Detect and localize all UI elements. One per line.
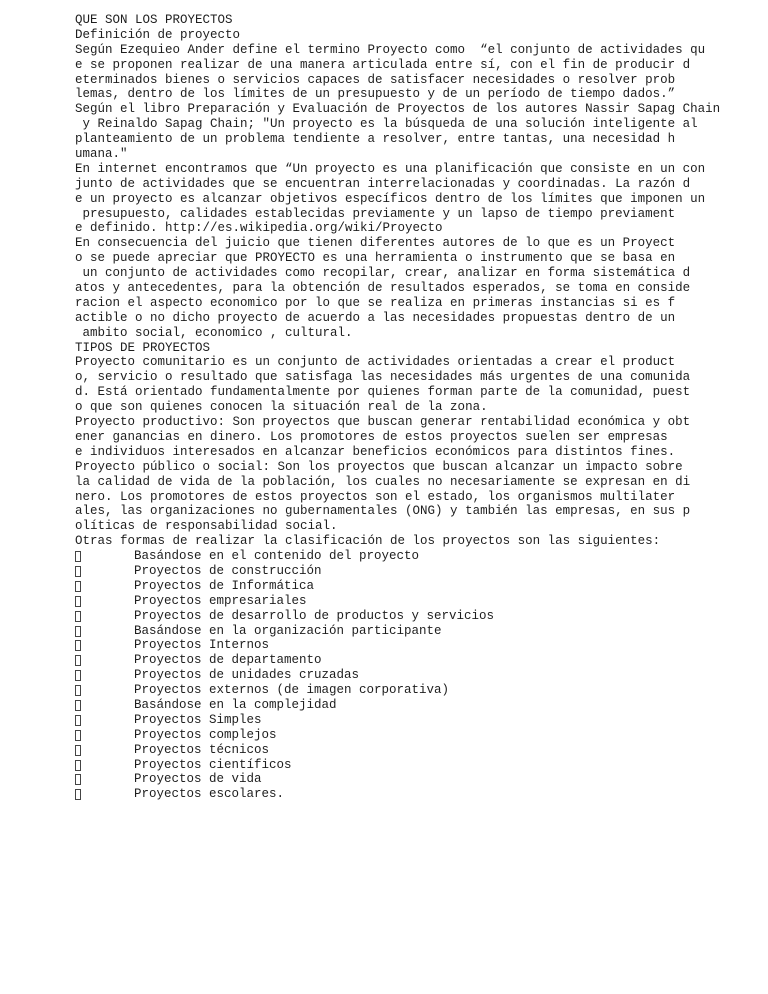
list-item-text: Proyectos de unidades cruzadas xyxy=(134,668,360,683)
text-line: Proyecto comunitario es un conjunto de actividades orientadas a crear el product xyxy=(75,355,676,370)
list-item-text: Proyectos de construcción xyxy=(134,563,322,578)
text-line: Proyecto público o social: Son los proyectos que buscan alcanzar un impacto sobre xyxy=(75,459,683,474)
list-item xyxy=(75,594,735,609)
bullet-box-icon xyxy=(75,670,81,681)
document-page xyxy=(75,13,735,802)
text-line: En consecuencia del juicio que tienen diferentes autores de lo que es un Proyect xyxy=(75,236,676,251)
bullet-box-icon xyxy=(75,774,81,785)
list-item xyxy=(75,638,735,653)
text-line: QUE SON LOS PROYECTOS xyxy=(75,13,233,27)
list-item-text: Proyectos de desarrollo de productos y servicios xyxy=(134,608,495,623)
bullet-box-icon xyxy=(75,745,81,756)
bullet-box-icon xyxy=(75,581,81,592)
list-item-text: Basándose en el contenido del proyecto xyxy=(134,549,420,564)
bullet-box-icon xyxy=(75,626,81,637)
list-item-text: Proyectos escolares. xyxy=(134,787,285,802)
text-line: o se puede apreciar que PROYECTO es una herramienta o instrumento que se basa en xyxy=(75,251,676,266)
text-line: ener ganancias en dinero. Los promotores de estos proyectos suelen ser empresas xyxy=(75,429,668,444)
text-line: eterminados bienes o servicios capaces de satisfacer necesidades o resolver prob xyxy=(75,72,676,87)
list-item xyxy=(75,683,735,698)
list-item-text: Proyectos de vida xyxy=(134,772,262,787)
text-line: e definido. http://es.wikipedia.org/wiki/Proyecto xyxy=(75,221,443,236)
text-line: Definición de proyecto xyxy=(75,27,241,42)
list-item-text: Basándose en la complejidad xyxy=(134,697,337,712)
list-item xyxy=(75,713,735,728)
bullet-box-icon xyxy=(75,789,81,800)
list-item xyxy=(75,787,735,802)
list-item-text: Proyectos Internos xyxy=(134,638,270,653)
list-item-text: Proyectos empresariales xyxy=(134,593,307,608)
bullet-box-icon xyxy=(75,551,81,562)
text-line: junto de actividades que se encuentran interrelacionadas y coordinadas. La razón d xyxy=(75,176,691,191)
text-line: la calidad de vida de la población, los cuales no necesariamente se expresan en di xyxy=(75,474,691,489)
text-line: e un proyecto es alcanzar objetivos específicos dentro de los límites que imponen un xyxy=(75,191,706,206)
list-item xyxy=(75,549,735,564)
text-line: d. Está orientado fundamentalmente por quienes forman parte de la comunidad, puest xyxy=(75,385,691,400)
list-item xyxy=(75,758,735,773)
list-item xyxy=(75,609,735,624)
list-item xyxy=(75,653,735,668)
text-line: presupuesto, calidades establecidas previamente y un lapso de tiempo previament xyxy=(75,206,676,221)
list-item xyxy=(75,728,735,743)
list-item xyxy=(75,579,735,594)
text-line: ambito social, economico , cultural. xyxy=(75,325,353,340)
text-line: un conjunto de actividades como recopilar, crear, analizar en forma sistemática d xyxy=(75,266,691,281)
list-item-text: Proyectos externos (de imagen corporativa) xyxy=(134,683,450,698)
list-item xyxy=(75,564,735,579)
list-item-text: Proyectos técnicos xyxy=(134,742,270,757)
list-item-text: Proyectos científicos xyxy=(134,757,292,772)
list-item xyxy=(75,668,735,683)
list-item-text: Proyectos Simples xyxy=(134,712,262,727)
text-line: Proyecto productivo: Son proyectos que buscan generar rentabilidad económica y obt xyxy=(75,415,691,430)
text-line: Según el libro Preparación y Evaluación de Proyectos de los autores Nassir Sapag Chain xyxy=(75,102,721,117)
list-item-text: Proyectos complejos xyxy=(134,727,277,742)
bullet-box-icon xyxy=(75,715,81,726)
text-line: actible o no dicho proyecto de acuerdo a las necesidades propuestas dentro de un xyxy=(75,310,676,325)
text-line: o, servicio o resultado que satisfaga las necesidades más urgentes de una comunida xyxy=(75,370,691,385)
text-line: e individuos interesados en alcanzar beneficios económicos para distintos fines. xyxy=(75,444,676,459)
bullet-box-icon xyxy=(75,655,81,666)
list-item-text: Basándose en la organización participante xyxy=(134,623,442,638)
bullet-box-icon xyxy=(75,596,81,607)
bullet-box-icon xyxy=(75,700,81,711)
text-line: planteamiento de un problema tendiente a resolver, entre tantas, una necesidad h xyxy=(75,132,676,147)
list-item xyxy=(75,624,735,639)
list-item-text: Proyectos de departamento xyxy=(134,653,322,668)
text-line: ales, las organizaciones no gubernamentales (ONG) y también las empresas, en sus p xyxy=(75,504,691,519)
list-item xyxy=(75,698,735,713)
list-item xyxy=(75,743,735,758)
text-line: e se proponen realizar de una manera articulada entre sí, con el fin de producir d xyxy=(75,57,691,72)
text-line: o que son quienes conocen la situación real de la zona. xyxy=(75,400,488,415)
text-line: atos y antecedentes, para la obtención de resultados esperados, se toma en conside xyxy=(75,281,691,296)
text-line: Otras formas de realizar la clasificación de los proyectos son las siguientes: xyxy=(75,534,661,549)
bullet-box-icon xyxy=(75,730,81,741)
text-line: Según Ezequieo Ander define el termino Proyecto como “el conjunto de actividades qu xyxy=(75,42,706,57)
text-line: lemas, dentro de los límites de un presupuesto y de un período de tiempo dados.” xyxy=(75,87,676,102)
text-line: nero. Los promotores de estos proyectos son el estado, los organismos multilater xyxy=(75,489,676,504)
section-heading: TIPOS DE PROYECTOS xyxy=(75,340,211,355)
text-line: En internet encontramos que “Un proyecto es una planificación que consiste en un con xyxy=(75,161,706,176)
body-text xyxy=(75,13,735,549)
text-line: y Reinaldo Sapag Chain; "Un proyecto es la búsqueda de una solución inteligente al xyxy=(75,117,698,132)
text-line: olíticas de responsabilidad social. xyxy=(75,519,338,534)
bullet-box-icon xyxy=(75,685,81,696)
list-item xyxy=(75,772,735,787)
text-line: umana." xyxy=(75,147,128,162)
bullet-box-icon xyxy=(75,566,81,577)
bullet-box-icon xyxy=(75,760,81,771)
bullet-box-icon xyxy=(75,611,81,622)
text-line: racion el aspecto economico por lo que se realiza en primeras instancias si es f xyxy=(75,295,676,310)
bullet-list xyxy=(75,549,735,802)
list-item-text: Proyectos de Informática xyxy=(134,578,315,593)
bullet-box-icon xyxy=(75,640,81,651)
